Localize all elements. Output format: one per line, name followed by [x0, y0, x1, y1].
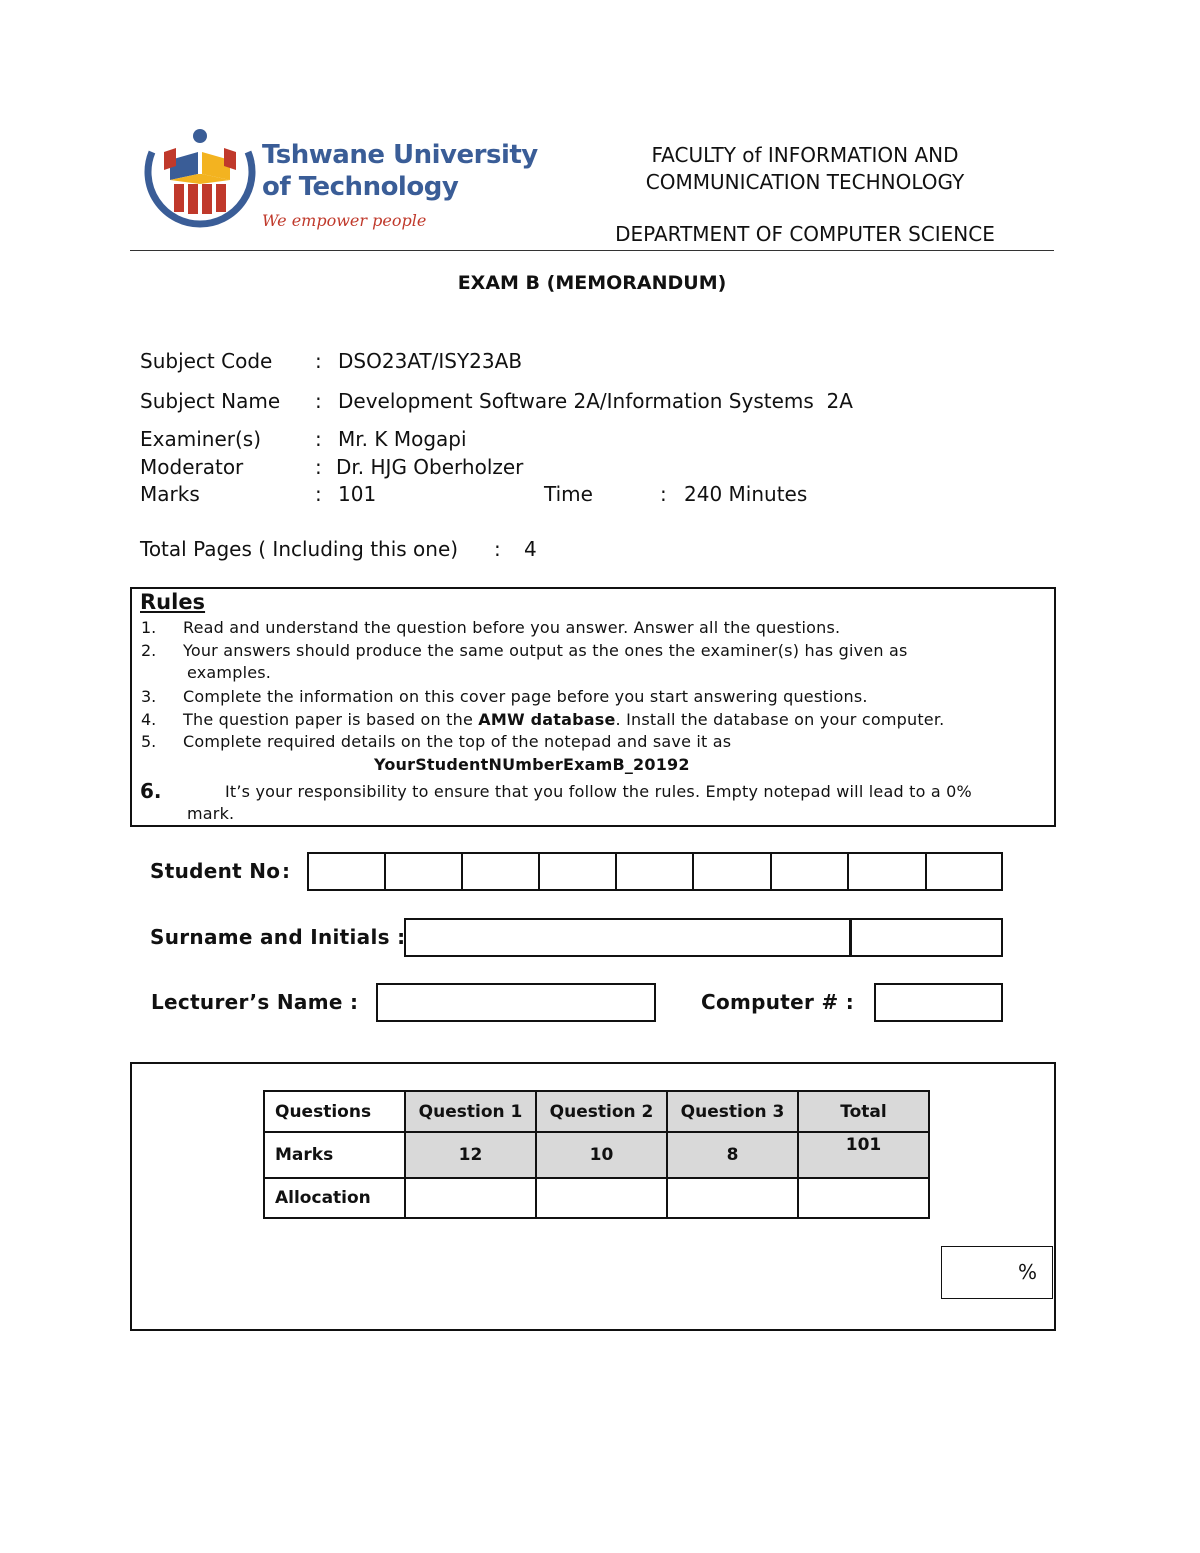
allocation-cell[interactable] — [667, 1178, 798, 1218]
save-filename: YourStudentNUmberExamB_20192 — [374, 755, 690, 774]
surname-label: Surname and Initials : — [150, 925, 406, 949]
student-no-digit-box[interactable] — [538, 852, 617, 891]
examiner-label: Examiner(s) — [140, 427, 261, 451]
header-divider — [130, 250, 1054, 251]
table-header-cell: Question 2 — [536, 1091, 667, 1132]
student-no-digit-box[interactable] — [925, 852, 1003, 891]
table-cell: 12 — [405, 1132, 536, 1178]
allocation-cell[interactable] — [536, 1178, 667, 1218]
marks-table — [263, 1090, 930, 1219]
table-row — [264, 1132, 929, 1178]
student-no-label: Student No — [150, 859, 281, 883]
faculty-line1: FACULTY of INFORMATION AND — [651, 143, 959, 167]
moderator-colon: : — [315, 455, 322, 479]
rule-number: 5. — [141, 732, 157, 751]
student-no-digit-box[interactable] — [770, 852, 849, 891]
subject-code-value: DSO23AT/ISY23AB — [338, 349, 523, 373]
rule-number: 1. — [141, 618, 157, 637]
table-header-cell: Total — [798, 1091, 929, 1132]
table-cell: 8 — [667, 1132, 798, 1178]
amw-database-emphasis: AMW database — [478, 710, 616, 729]
subject-name-label: Subject Name — [140, 389, 281, 413]
rule-text: Your answers should produce the same output as the ones the examiner(s) has given as — [183, 641, 908, 660]
lecturer-name-label: Lecturer’s Name : — [151, 990, 359, 1014]
rule-text: It’s your responsibility to ensure that you follow the rules. Empty notepad will lead to a 0% — [225, 782, 972, 801]
rule-number: 2. — [141, 641, 157, 660]
computer-number-field[interactable] — [874, 983, 1003, 1022]
rule-text: Read and understand the question before you answer. Answer all the questions. — [183, 618, 841, 637]
total-pages-label: Total Pages ( Including this one) — [140, 537, 459, 561]
percent-sign: % — [1018, 1260, 1038, 1284]
student-no-digit-box[interactable] — [461, 852, 540, 891]
allocation-cell[interactable] — [798, 1178, 929, 1218]
subject-name-value: Development Software 2A/Information Systems 2A — [338, 389, 853, 413]
rule-text-continued: mark. — [187, 804, 235, 823]
rule-text — [183, 710, 944, 729]
total-pages-value: 4 — [524, 537, 537, 561]
student-no-digit-box[interactable] — [307, 852, 386, 891]
table-row — [264, 1178, 929, 1218]
table-header-cell: Questions — [264, 1091, 405, 1132]
logo-tagline: We empower people — [262, 211, 427, 230]
exam-title: EXAM B (MEMORANDUM) — [457, 272, 727, 294]
rule-number: 3. — [141, 687, 157, 706]
allocation-cell[interactable] — [405, 1178, 536, 1218]
table-cell: 10 — [536, 1132, 667, 1178]
faculty-line2: COMMUNICATION TECHNOLOGY — [645, 170, 965, 194]
student-no-digit-box[interactable] — [615, 852, 694, 891]
rules-title: Rules — [140, 590, 206, 614]
department-name: DEPARTMENT OF COMPUTER SCIENCE — [615, 222, 995, 246]
subject-code-colon: : — [315, 349, 322, 373]
time-value: 240 Minutes — [684, 482, 808, 506]
time-colon: : — [660, 482, 667, 506]
moderator-value: Dr. HJG Oberholzer — [336, 455, 524, 479]
rule-text: Complete the information on this cover page before you start answering questions. — [183, 687, 868, 706]
marks-colon: : — [315, 482, 322, 506]
table-row-label: Allocation — [264, 1178, 405, 1218]
student-no-digit-box[interactable] — [384, 852, 463, 891]
lecturer-name-field[interactable] — [376, 983, 656, 1022]
rule-text-part: . Install the database on your computer. — [615, 710, 945, 729]
tut-emblem-icon — [140, 122, 260, 237]
computer-number-label: Computer # : — [701, 990, 855, 1014]
subject-name-colon: : — [315, 389, 322, 413]
marks-label: Marks — [140, 482, 200, 506]
time-label: Time — [544, 482, 593, 506]
table-cell: 101 — [798, 1132, 929, 1178]
moderator-label: Moderator — [140, 455, 244, 479]
rule-number: 4. — [141, 710, 157, 729]
table-row — [264, 1091, 929, 1132]
initials-field[interactable] — [849, 918, 1003, 957]
table-row-label: Marks — [264, 1132, 405, 1178]
marks-value: 101 — [338, 482, 377, 506]
total-pages-colon: : — [494, 537, 501, 561]
student-no-colon: : — [282, 859, 291, 883]
examiner-colon: : — [315, 427, 322, 451]
rule-text: Complete required details on the top of the notepad and save it as — [183, 732, 732, 751]
rule-number: 6. — [140, 779, 162, 803]
rule-text-continued: examples. — [187, 663, 272, 682]
student-no-digit-box[interactable] — [692, 852, 772, 891]
rule-text-part: The question paper is based on the — [183, 710, 479, 729]
surname-field[interactable] — [404, 918, 852, 957]
table-header-cell: Question 1 — [405, 1091, 536, 1132]
faculty-name — [590, 142, 1020, 196]
table-header-cell: Question 3 — [667, 1091, 798, 1132]
logo-name-line1: Tshwane University — [262, 140, 538, 170]
logo-name-line2: of Technology — [262, 172, 459, 202]
student-no-digit-box[interactable] — [847, 852, 927, 891]
examiner-value: Mr. K Mogapi — [338, 427, 467, 451]
subject-code-label: Subject Code — [140, 349, 273, 373]
